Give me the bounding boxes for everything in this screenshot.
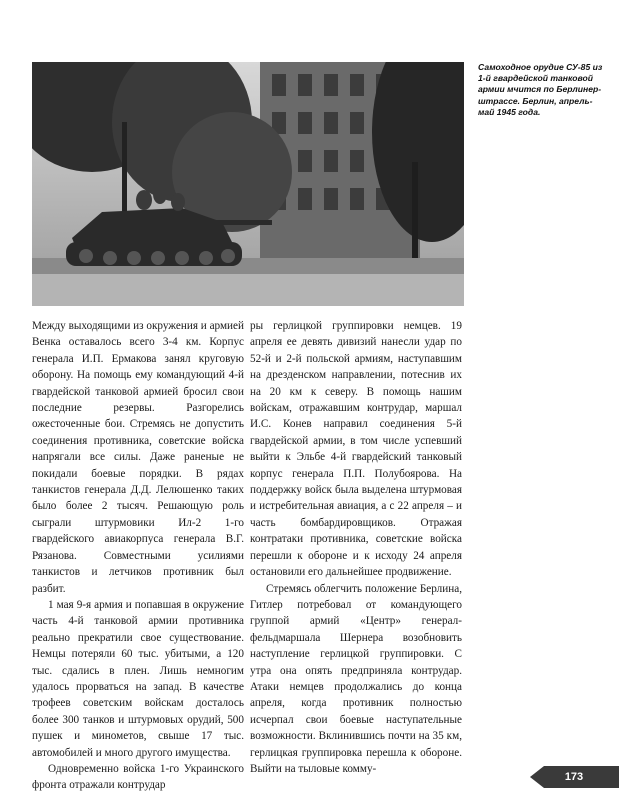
photo-image: [32, 62, 464, 306]
tank-photo: [32, 62, 464, 306]
text-column-right: [250, 318, 462, 777]
paragraph: Стремясь облегчить положение Берлина, Гитлер потребовал от командующего группой армий «Центр» генерал-фельдмаршала Шернера возобновить наступление герлицкой группировки. С утра она опять предприняла контрудар. Атаки немцев продолжались до конца апреля, когда противник полностью исчерпал свои боевые наступательные возможности. Вклинившись почти на 35 км, герлицкая группировка перешла к обороне. Выйти на тыловые комму-: [250, 582, 462, 775]
photo-caption: Самоходное орудие СУ-85 из 1-й гвардейской танковой армии мчится по Берлинер-штрассе. Берлин, апрель-май 1945 года.: [478, 62, 603, 117]
page-number: 173: [564, 771, 584, 783]
text-column-left: [32, 318, 244, 794]
paragraph: ры герлицкой группировки немцев. 19 апреля ее девять дивизий нанесли удар по 52-й и 2-й польской армиям, наступавшим на дрезденском направлении, потеснив их на 20 км к северу. В помощь нашим войскам, отражавшим контрудар, маршал И.С. Конев направил соединения 5-й гвардейской армии, в том числе успевший выйти к Эльбе 4-й гвардейский танковый корпус генерала П.П. Полубоярова. На поддержку войск была выделена штурмовая и истребительная авиация, а с 22 апреля – и часть бомбардировщиков. Отражая контратаки противника, советские войска перешли к обороне и к исходу 24 апреля остановили его дальнейшее продвижение.: [250, 320, 462, 579]
paragraph: 1 мая 9-я армия и попавшая в окружение часть 4-й танковой армии противника реально прекратили свое существование. Немцы потеряли 60 тыс. убитыми, а 120 тыс. сдались в плен. Лишь немногим удалось прорваться на запад. В качестве трофеев советским войскам досталось более 300 танков и штурмовых орудий, 500 пушек и минометов, свыше 17 тыс. автомобилей и много другого имущества.: [32, 598, 244, 759]
page-number-tab: [530, 766, 619, 788]
paragraph: Одновременно войска 1-го Украинского фронта отражали контрудар: [32, 762, 244, 792]
paragraph: Между выходящими из окружения и армией Венка оставалось всего 3-4 км. Корпус генерала И.П. Ермакова занял круговую оборону. На помощь ему командующий 4-й гвардейской танковой армией бросил свои последние резервы. Разгорелись ожесточенные бои. Стремясь не допустить соединения противника, советские войска напрягали все силы. Даже раненые не покидали боевые порядки. В рядах танкистов генерала Д.Д. Лелюшенко таких было более 2 тысяч. Решающую роль сыграли штурмовики Ил-2 1-го гвардейского авиакорпуса генерала В.Г. Рязанова. Совместными усилиями танкистов и летчиков противник был разбит.: [32, 320, 244, 595]
